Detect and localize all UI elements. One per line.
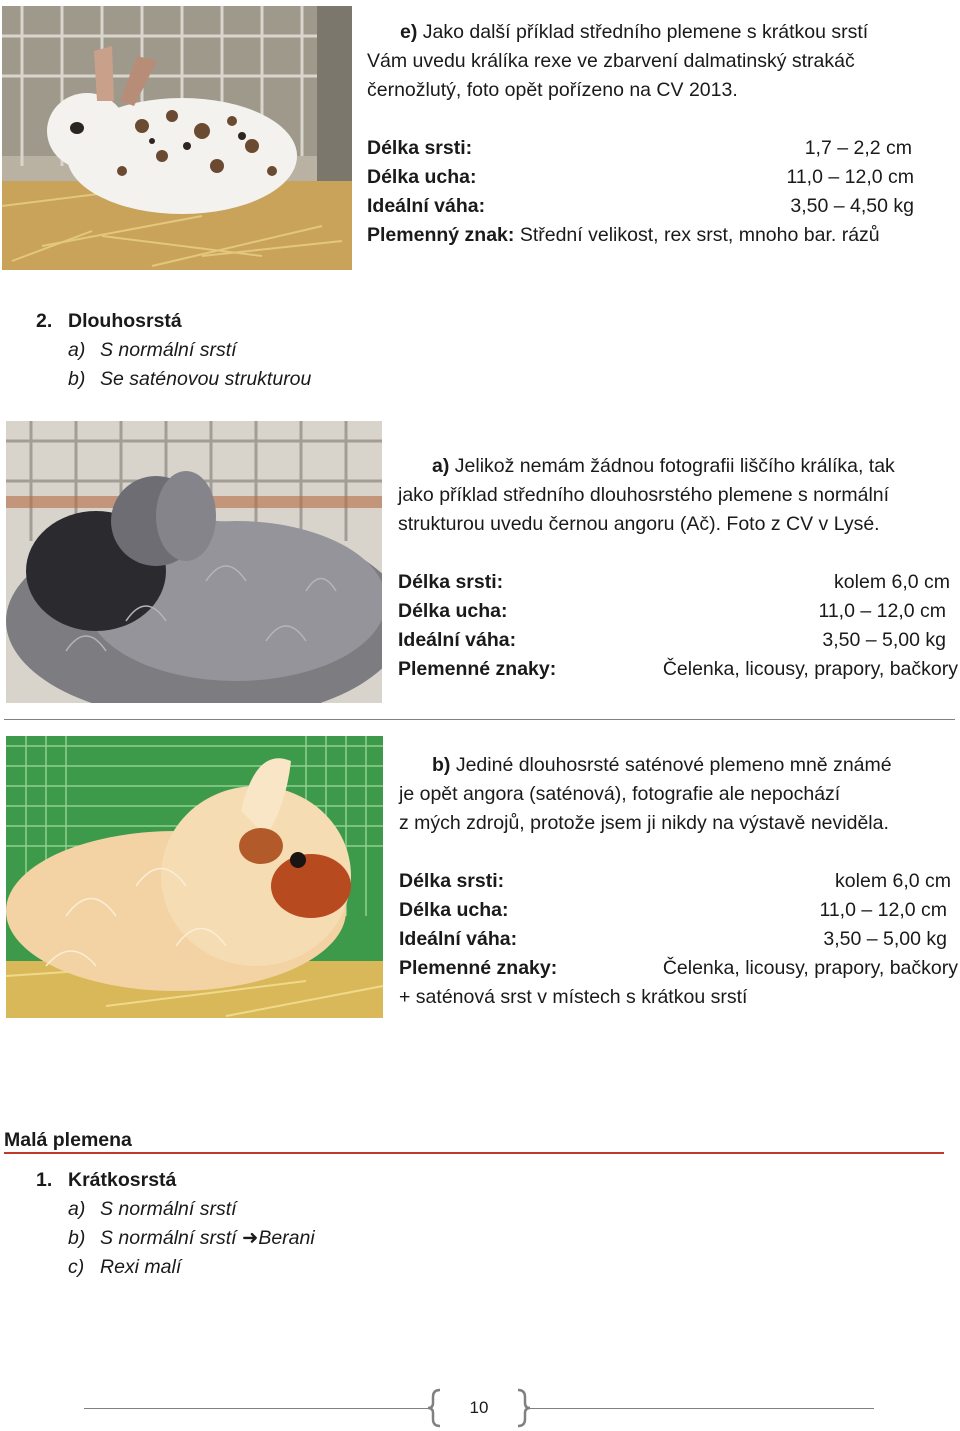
spec-value: 1,7 – 2,2 cm [804,137,912,159]
spec-label: Délka ucha: [367,166,477,188]
entry-a-text-line: strukturou uvedu černou angoru (Ač). Foto z CV v Lysé. [398,513,880,535]
spec-value: 11,0 – 12,0 cm [818,600,946,622]
section-e-intro-line-1 [400,20,868,44]
small-breeds-number: 1. [36,1169,53,1191]
trait-value: Střední velikost, rex srst, mnoho bar. rázů [519,224,880,246]
small-breeds-item-b [100,1226,315,1250]
page-number: 10 [469,1398,489,1417]
spec-label: Ideální váha: [367,195,486,217]
spec-value: 3,50 – 5,00 kg [823,928,947,950]
entry-b-intro-line-1 [432,753,892,777]
section-2-item-text: S normální srstí [100,339,237,361]
section-2-title: Dlouhosrstá [68,310,182,332]
trait-label: Plemenný znak: [367,224,515,246]
small-breeds-item-text: S normální srstí [100,1198,237,1220]
entry-b-label: b) [432,754,451,776]
trait-value: Čelenka, licousy, prapory, bačkory [662,658,958,680]
section-e-label: e) [400,21,418,43]
spec-value: 3,50 – 5,00 kg [822,629,946,651]
spec-value: 11,0 – 12,0 cm [786,166,914,188]
small-breeds-item-marker: c) [68,1256,85,1278]
photo-satin-angora-rabbit [6,736,383,1018]
photo-black-angora-rabbit [6,421,382,703]
right-arrow-icon: ➜ [241,1227,259,1249]
left-brace-icon [426,1388,444,1428]
section-e-text-line: Vám uvedu králíka rexe ve zbarvení dalmatinský strakáč [367,50,855,72]
spec-label: Délka srsti: [367,137,473,159]
section-divider [4,719,955,720]
footer-rule-left [84,1408,430,1409]
spec-label: Ideální váha: [398,629,517,651]
section-2-number: 2. [36,310,53,332]
spec-label: Ideální váha: [399,928,518,950]
entry-a-intro-line-1 [432,454,895,478]
small-breeds-heading: Malá plemena [4,1129,132,1151]
footer-rule-right [528,1408,874,1409]
spec-value: 3,50 – 4,50 kg [790,195,914,217]
trait-value: Čelenka, licousy, prapory, bačkory [662,957,958,979]
spec-value: 11,0 – 12,0 cm [819,899,947,921]
small-breeds-item-text: S normální srstí [100,1227,237,1249]
entry-a-text-line: jako příklad středního dlouhosrstého plemene s normální [398,484,890,506]
trait-label: Plemenné znaky: [398,658,557,680]
entry-b-text-line: je opět angora (saténová), fotografie ale nepochází [399,783,841,805]
trait-label: Plemenné znaky: [399,957,558,979]
entry-b-extra-line: + saténová srst v místech s krátkou srstí [399,986,748,1008]
section-2-item-marker: b) [68,368,86,390]
small-breeds-title: Krátkosrstá [68,1169,177,1191]
section-2-item-marker: a) [68,339,86,361]
spec-label: Délka ucha: [399,899,509,921]
section-e-text-line: černožlutý, foto opět pořízeno na CV 2013. [367,79,738,101]
entry-a-label: a) [432,455,450,477]
small-breeds-item-marker: a) [68,1198,86,1220]
heading-underline [4,1152,944,1154]
spec-label: Délka srsti: [398,571,504,593]
spec-label: Délka srsti: [399,870,505,892]
section-e-text-line: Jako další příklad středního plemene s krátkou srstí [422,21,869,43]
photo-dalmatian-rex-rabbit [2,6,352,270]
entry-b-text-line: Jediné dlouhosrsté saténové plemeno mně známé [455,754,892,776]
small-breeds-item-text: Rexi malí [100,1256,182,1278]
entry-a-text-line: Jelikož nemám žádnou fotografii liščího králíka, tak [454,455,895,477]
small-breeds-item-arrow-text: Berani [258,1227,315,1249]
spec-value: kolem 6,0 cm [835,870,951,892]
entry-b-text-line: z mých zdrojů, protože jsem ji nikdy na výstavě neviděla. [399,812,889,834]
section-e-trait [367,223,880,247]
section-2-item-text: Se saténovou strukturou [100,368,312,390]
spec-value: kolem 6,0 cm [834,571,950,593]
small-breeds-item-marker: b) [68,1227,86,1249]
right-brace-icon [514,1388,532,1428]
spec-label: Délka ucha: [398,600,508,622]
